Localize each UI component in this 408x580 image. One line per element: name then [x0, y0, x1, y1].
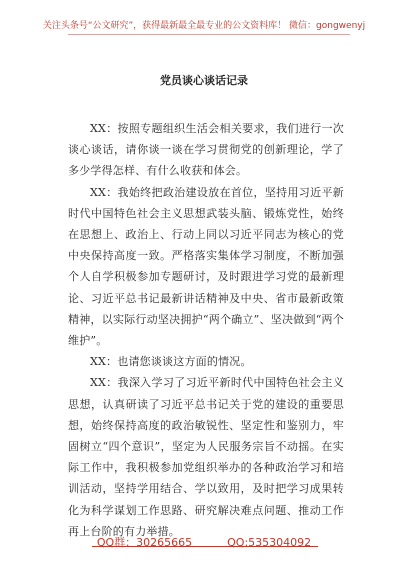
document-title: 党员谈心谈话记录: [160, 74, 248, 87]
paragraph: XX：我始终把政治建设放在首位，坚持用习近平新时代中国特色社会主义思想武装头脑、锻炼党性，始终在思想上、政治上、行动上同以习近平同志为核心的党中央保持高度一致。严格落实集体学习制度，不断加强个人自学积极参加专题研讨，及时跟进学习党的最新理论、习近平总书记最新讲话精神及中央、省市最新政策精神，以实际行动坚决拥护“两个确立”、坚决做到“两个维护”。: [68, 185, 344, 348]
paragraph: XX：我深入学习了习近平新时代中国特色社会主义思想，认真研读了习近平总书记关于党的建设的重要思想，始终保持高度的政治敏锐性、坚定性和鉴别力，牢固树立“四个意识”，坚定为人民服务宗旨不动摇。在实际工作中，我积极参加党组织举办的各种政治学习和培训活动，坚持学用结合、学以致用，及时把学习成果转化为科学谋划工作思路、研究解决难点问题、推动工作再上台阶的有力举措。: [68, 376, 344, 538]
page-header: [0, 14, 408, 36]
header-notice: 关注头条号“公文研究”，获得最新最全最专业的公文资料库！ 微信：gongwenyj: [42, 21, 366, 31]
paragraph: XX：也请您谈谈这方面的情况。: [90, 355, 252, 369]
header-divider: [68, 34, 350, 35]
paragraph: XX：按照专题组织生活会相关要求，我们进行一次谈心谈话，请你谈一谈在学习贯彻党的创新理论，学了多少学得怎样、有什么收获和体会。: [68, 122, 344, 178]
document-body: [68, 118, 344, 542]
footer-contact: QQ群：30265665 QQ:535304092: [96, 536, 312, 549]
footer-underline: [92, 546, 318, 547]
